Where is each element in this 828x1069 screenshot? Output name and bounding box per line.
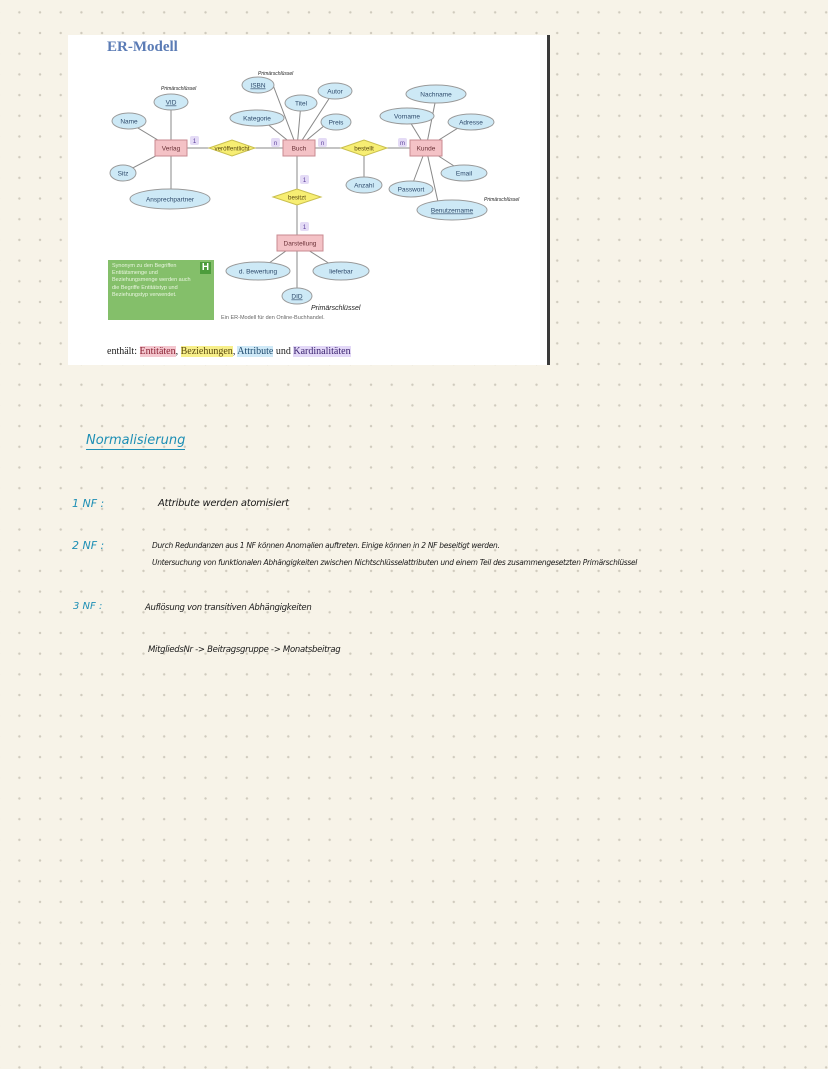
figure-caption: Ein ER-Modell für den Online-Buchhandel.	[221, 315, 325, 321]
highlight-cardinalities: Kardinalitäten	[293, 346, 351, 357]
nf3-text: Auflösung von transitiven Abhängigkeiten	[145, 603, 312, 613]
svg-text:Preis: Preis	[328, 119, 344, 127]
svg-text:Darstellung: Darstellung	[283, 240, 317, 248]
er-title: ER-Modell	[107, 39, 178, 55]
svg-text:lieferbar: lieferbar	[329, 268, 353, 276]
info-box-text: Synonym zu den Begriffen Entitätsmenge und Beziehungsmenge werden auch die Begriffe Entitätstyp und Beziehungstyp verwendet.	[112, 263, 191, 298]
svg-text:Ansprechpartner: Ansprechpartner	[145, 196, 195, 204]
svg-text:d. Bewertung: d. Bewertung	[238, 268, 278, 276]
svg-text:Primärschlüssel: Primärschlüssel	[161, 86, 197, 92]
svg-text:1: 1	[302, 225, 307, 231]
svg-text:Verlag: Verlag	[161, 145, 181, 153]
and-word: und	[273, 346, 294, 357]
svg-text:1: 1	[302, 178, 307, 184]
svg-text:ISBN: ISBN	[250, 82, 266, 90]
svg-text:Sitz: Sitz	[117, 170, 129, 178]
nf1-label: 1 NF :	[72, 497, 105, 510]
contains-line	[107, 346, 351, 357]
svg-text:Adresse: Adresse	[459, 119, 483, 127]
svg-text:Kategorie: Kategorie	[243, 115, 271, 123]
svg-text:Kunde: Kunde	[416, 145, 436, 153]
nf2-line1: Durch Redundanzen aus 1 NF können Anomalien auftreten. Einige können in 2 NF beseitigt werden.	[152, 541, 500, 550]
nf3-example: MitgliedsNr -> Beitragsgruppe -> Monatsbeitrag	[148, 645, 341, 655]
contains-prefix: enthält:	[107, 346, 140, 357]
svg-text:n: n	[320, 141, 325, 147]
nf2-line2: Untersuchung von funktionalen Abhängigkeiten zwischen Nichtschlüsselattributen und einem Teil des zusammengesetzten Primärschlüssel	[152, 558, 638, 567]
svg-text:m: m	[400, 141, 405, 147]
notes-heading: Normalisierung	[86, 433, 186, 448]
nf3-label: 3 NF :	[73, 601, 103, 612]
nf1-text: Attribute werden atomisiert	[158, 498, 289, 509]
svg-text:veröffentlicht: veröffentlicht	[214, 145, 250, 153]
info-box	[108, 260, 214, 320]
svg-text:Nachname: Nachname	[420, 91, 452, 99]
nf2-label: 2 NF :	[72, 539, 105, 552]
svg-text:Primärschlüssel: Primärschlüssel	[258, 71, 294, 77]
sep: ,	[232, 346, 238, 357]
svg-text:Autor: Autor	[327, 88, 343, 96]
svg-text:Vorname: Vorname	[393, 113, 421, 121]
svg-text:Email: Email	[455, 170, 473, 178]
h-icon: H	[201, 262, 210, 273]
svg-text:DID: DID	[291, 293, 303, 301]
highlight-attributes: Attribute	[237, 346, 274, 357]
svg-text:Primärschlüssel: Primärschlüssel	[311, 305, 361, 312]
svg-text:besitzt: besitzt	[288, 194, 306, 202]
highlight-relationships: Beziehungen	[180, 346, 233, 357]
sep: ,	[175, 346, 181, 357]
svg-text:Passwort: Passwort	[397, 186, 425, 194]
svg-text:Name: Name	[120, 118, 138, 126]
svg-text:bestellt: bestellt	[354, 145, 374, 153]
highlight-entities: Entitäten	[139, 346, 176, 357]
svg-text:Titel: Titel	[294, 100, 308, 108]
svg-text:Benutzername: Benutzername	[430, 207, 474, 215]
attr-vid: VID	[165, 99, 177, 107]
svg-text:Anzahl: Anzahl	[354, 182, 374, 190]
er-model-image	[68, 35, 550, 365]
svg-text:Buch: Buch	[291, 145, 307, 153]
svg-text:n: n	[273, 141, 278, 147]
svg-text:Primärschlüssel: Primärschlüssel	[484, 197, 520, 203]
svg-text:1: 1	[192, 139, 197, 145]
